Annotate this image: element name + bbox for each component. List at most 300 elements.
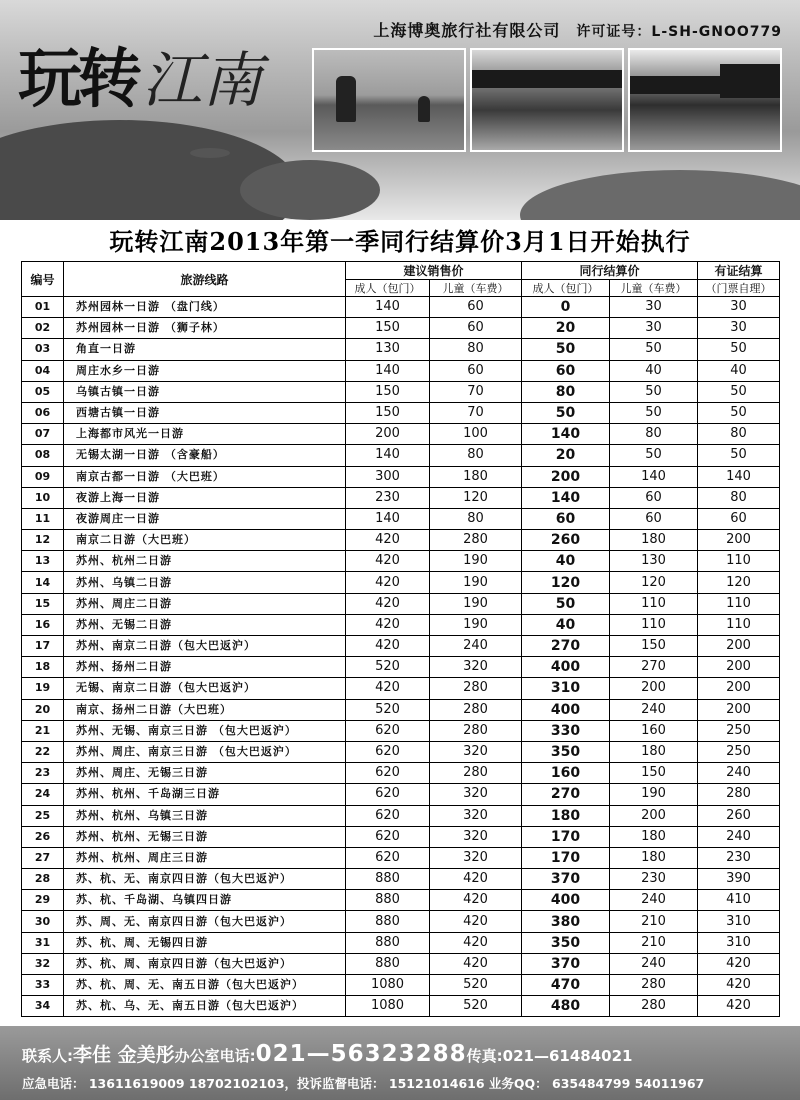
cell-cert: 110 [698,614,780,635]
cell-route: 苏、杭、周、无、南五日游（包大巴返沪） [64,975,346,996]
cell-agent-adult: 40 [522,614,610,635]
cell-cert: 30 [698,297,780,318]
cell-retail-adult: 880 [346,869,430,890]
roof-shape [720,64,780,98]
cell-retail-adult: 880 [346,911,430,932]
cell-agent-child: 50 [610,445,698,466]
cell-agent-child: 210 [610,911,698,932]
cell-cert: 30 [698,318,780,339]
table-row [22,996,780,1017]
office-label: 办公室电话: [174,1047,256,1065]
cell-retail-adult: 620 [346,720,430,741]
cell-agent-child: 240 [610,699,698,720]
table-row [22,720,780,741]
cell-retail-child: 80 [430,339,522,360]
cell-agent-child: 150 [610,763,698,784]
cell-agent-adult: 0 [522,297,610,318]
cell-retail-child: 190 [430,593,522,614]
cell-retail-child: 60 [430,318,522,339]
cell-retail-child: 420 [430,932,522,953]
cell-route: 苏州园林一日游 （狮子林） [64,318,346,339]
cell-retail-child: 520 [430,975,522,996]
cell-no: 12 [22,530,64,551]
cell-retail-child: 190 [430,614,522,635]
table-row [22,318,780,339]
cell-retail-adult: 620 [346,763,430,784]
header-agent: 同行结算价 [522,262,698,280]
cell-cert: 50 [698,445,780,466]
cell-route: 苏州、杭州、周庄三日游 [64,847,346,868]
cell-no: 15 [22,593,64,614]
stone-pagoda-shape [336,76,356,122]
table-row [22,339,780,360]
cell-agent-adult: 270 [522,636,610,657]
cell-cert: 420 [698,975,780,996]
company-name: 上海博奥旅行社有限公司 [373,21,561,40]
cell-no: 24 [22,784,64,805]
roof-shape [472,70,622,88]
cell-retail-adult: 150 [346,381,430,402]
cell-retail-adult: 620 [346,847,430,868]
header-route: 旅游线路 [64,262,346,297]
cell-no: 27 [22,847,64,868]
fax-number: 传真:021—61484021 [466,1047,633,1065]
cell-agent-adult: 330 [522,720,610,741]
table-row [22,657,780,678]
header-cert: 有证结算 [698,262,780,280]
cell-agent-child: 50 [610,402,698,423]
cell-agent-adult: 180 [522,805,610,826]
company-line [373,18,782,41]
cell-no: 30 [22,911,64,932]
cell-route: 苏、杭、周、南京四日游（包大巴返沪） [64,953,346,974]
cell-route: 苏、周、无、南京四日游（包大巴返沪） [64,911,346,932]
table-row [22,911,780,932]
cell-cert: 230 [698,847,780,868]
cell-agent-adult: 40 [522,551,610,572]
cell-retail-adult: 420 [346,530,430,551]
cell-no: 08 [22,445,64,466]
page-title: 玩转江南2013年第一季同行结算价3月1日开始执行 [109,227,691,256]
cell-route: 苏州园林一日游 （盘门线） [64,297,346,318]
cell-retail-child: 70 [430,381,522,402]
cell-agent-child: 180 [610,530,698,551]
cell-no: 28 [22,869,64,890]
cell-route: 苏、杭、周、无锡四日游 [64,932,346,953]
cell-agent-child: 280 [610,975,698,996]
table-row [22,847,780,868]
table-row [22,614,780,635]
cell-agent-adult: 140 [522,487,610,508]
cell-no: 33 [22,975,64,996]
table-row [22,530,780,551]
cell-agent-adult: 20 [522,445,610,466]
cell-retail-adult: 140 [346,508,430,529]
cell-agent-adult: 400 [522,890,610,911]
cell-route: 苏、杭、乌、无、南五日游（包大巴返沪） [64,996,346,1017]
cell-cert: 260 [698,805,780,826]
table-row [22,636,780,657]
cell-retail-child: 280 [430,763,522,784]
cell-route: 周庄水乡一日游 [64,360,346,381]
table-row [22,869,780,890]
contact-line [22,1040,632,1067]
cell-route: 上海都市风光一日游 [64,424,346,445]
cell-cert: 140 [698,466,780,487]
cell-retail-child: 60 [430,297,522,318]
cell-no: 14 [22,572,64,593]
cell-agent-child: 160 [610,720,698,741]
cell-retail-child: 240 [430,636,522,657]
photo-strip [312,48,782,152]
cell-agent-child: 210 [610,932,698,953]
table-row [22,402,780,423]
cell-agent-adult: 260 [522,530,610,551]
cell-agent-adult: 60 [522,360,610,381]
cell-retail-child: 280 [430,678,522,699]
cell-retail-child: 80 [430,508,522,529]
cell-no: 09 [22,466,64,487]
cell-cert: 390 [698,869,780,890]
cell-no: 10 [22,487,64,508]
cell-retail-child: 180 [430,466,522,487]
cell-agent-child: 280 [610,996,698,1017]
cell-no: 22 [22,741,64,762]
cell-retail-adult: 420 [346,636,430,657]
cell-retail-child: 420 [430,911,522,932]
cell-agent-child: 270 [610,657,698,678]
cell-retail-child: 190 [430,551,522,572]
cell-route: 无锡、南京二日游（包大巴返沪） [64,678,346,699]
logo-main-text: 玩转 [18,42,138,117]
cell-route: 苏州、南京二日游（包大巴返沪） [64,636,346,657]
cell-route: 苏州、无锡二日游 [64,614,346,635]
stone-pagoda-shape [418,96,430,122]
cell-agent-adult: 170 [522,847,610,868]
cell-no: 01 [22,297,64,318]
footer [0,1026,800,1100]
cell-retail-adult: 620 [346,741,430,762]
cell-cert: 250 [698,720,780,741]
cell-cert: 80 [698,424,780,445]
cell-agent-adult: 50 [522,593,610,614]
cell-cert: 240 [698,826,780,847]
cell-agent-child: 130 [610,551,698,572]
cell-agent-adult: 20 [522,318,610,339]
cell-agent-child: 110 [610,593,698,614]
header-agent-child: 儿童（车费） [610,280,698,297]
price-table-body [22,297,780,1017]
table-row [22,466,780,487]
cell-route: 苏州、无锡、南京三日游 （包大巴返沪） [64,720,346,741]
cell-route: 苏州、杭州、无锡三日游 [64,826,346,847]
cell-agent-child: 180 [610,741,698,762]
cell-agent-child: 180 [610,826,698,847]
cell-agent-adult: 60 [522,508,610,529]
header-agent-adult: 成人（包门） [522,280,610,297]
cell-retail-adult: 140 [346,445,430,466]
cell-agent-child: 200 [610,678,698,699]
cell-agent-child: 240 [610,953,698,974]
cell-retail-child: 320 [430,741,522,762]
cell-agent-child: 60 [610,508,698,529]
cell-no: 20 [22,699,64,720]
cell-retail-child: 320 [430,784,522,805]
cell-retail-adult: 880 [346,890,430,911]
cell-no: 05 [22,381,64,402]
cell-cert: 60 [698,508,780,529]
cell-agent-adult: 50 [522,339,610,360]
contact-names: 李佳 金美彤 [73,1044,175,1066]
cell-route: 苏州、杭州二日游 [64,551,346,572]
hill-shape [240,160,380,220]
office-phone: 021—56323288 [255,1041,467,1067]
table-row [22,487,780,508]
table-row [22,551,780,572]
cell-retail-adult: 620 [346,826,430,847]
cell-agent-child: 30 [610,318,698,339]
cell-cert: 50 [698,339,780,360]
cell-retail-adult: 130 [346,339,430,360]
table-row [22,297,780,318]
cell-route: 苏州、杭州、千岛湖三日游 [64,784,346,805]
cell-agent-child: 80 [610,424,698,445]
cell-no: 13 [22,551,64,572]
cell-retail-adult: 620 [346,805,430,826]
cell-route: 苏州、周庄、南京三日游 （包大巴返沪） [64,741,346,762]
cell-retail-adult: 520 [346,657,430,678]
lake-pagoda-photo [312,48,466,152]
cell-agent-adult: 80 [522,381,610,402]
cell-route: 乌镇古镇一日游 [64,381,346,402]
cell-retail-adult: 420 [346,593,430,614]
cell-route: 南京古都一日游 （大巴班） [64,466,346,487]
cell-retail-child: 70 [430,402,522,423]
table-row [22,741,780,762]
cell-cert: 310 [698,932,780,953]
cell-retail-child: 320 [430,805,522,826]
cell-retail-adult: 140 [346,297,430,318]
cell-cert: 40 [698,360,780,381]
cell-agent-child: 40 [610,360,698,381]
header-banner [0,0,800,220]
cell-cert: 250 [698,741,780,762]
cell-retail-child: 80 [430,445,522,466]
header-no: 编号 [22,262,64,297]
cell-retail-adult: 420 [346,614,430,635]
island-shape [190,148,230,158]
cell-retail-adult: 200 [346,424,430,445]
roof-shape [630,76,720,94]
cell-cert: 200 [698,530,780,551]
cell-cert: 200 [698,657,780,678]
cell-retail-adult: 880 [346,932,430,953]
cell-retail-adult: 620 [346,784,430,805]
cell-retail-adult: 880 [346,953,430,974]
table-row [22,890,780,911]
cell-no: 03 [22,339,64,360]
cell-no: 29 [22,890,64,911]
table-row [22,572,780,593]
header-retail-child: 儿童（车费） [430,280,522,297]
cell-cert: 50 [698,402,780,423]
cell-no: 21 [22,720,64,741]
cell-retail-child: 100 [430,424,522,445]
cell-retail-child: 280 [430,720,522,741]
cell-cert: 110 [698,551,780,572]
header-retail-adult: 成人（包门） [346,280,430,297]
cell-retail-adult: 300 [346,466,430,487]
cell-no: 11 [22,508,64,529]
cell-agent-adult: 350 [522,932,610,953]
cell-retail-adult: 520 [346,699,430,720]
cell-cert: 120 [698,572,780,593]
cell-agent-adult: 200 [522,466,610,487]
cell-agent-adult: 310 [522,678,610,699]
cell-retail-child: 280 [430,699,522,720]
logo [18,28,262,120]
cell-retail-adult: 140 [346,360,430,381]
cell-retail-adult: 1080 [346,975,430,996]
table-row [22,360,780,381]
cell-retail-adult: 420 [346,572,430,593]
cell-cert: 200 [698,678,780,699]
cell-no: 18 [22,657,64,678]
cell-retail-adult: 1080 [346,996,430,1017]
cell-agent-child: 110 [610,614,698,635]
cell-agent-adult: 480 [522,996,610,1017]
cell-retail-child: 420 [430,953,522,974]
hill-shape [520,170,800,220]
table-row [22,805,780,826]
cell-agent-child: 180 [610,847,698,868]
cell-route: 苏州、周庄二日游 [64,593,346,614]
emergency-line: 应急电话： 13611619009 18702102103，投诉监督电话： 15121014616 业务QQ： 635484799 54011967 [22,1076,705,1091]
cell-agent-child: 200 [610,805,698,826]
cell-cert: 80 [698,487,780,508]
table-row [22,699,780,720]
canal-town-photo [470,48,624,152]
table-row [22,975,780,996]
license-number: 许可证号：L-SH-GNOO779 [576,24,782,40]
cell-no: 26 [22,826,64,847]
water-village-photo [628,48,782,152]
cell-retail-child: 120 [430,487,522,508]
table-row [22,784,780,805]
table-row [22,763,780,784]
cell-cert: 110 [698,593,780,614]
cell-agent-child: 120 [610,572,698,593]
cell-agent-adult: 380 [522,911,610,932]
cell-agent-adult: 400 [522,657,610,678]
cell-route: 苏、杭、无、南京四日游（包大巴返沪） [64,869,346,890]
cell-no: 16 [22,614,64,635]
cell-retail-adult: 150 [346,318,430,339]
table-row [22,932,780,953]
cell-agent-adult: 370 [522,953,610,974]
table-row [22,593,780,614]
cell-retail-child: 520 [430,996,522,1017]
cell-retail-child: 320 [430,847,522,868]
cell-retail-child: 60 [430,360,522,381]
header-retail: 建议销售价 [346,262,522,280]
cell-agent-child: 230 [610,869,698,890]
cell-agent-adult: 400 [522,699,610,720]
cell-cert: 240 [698,763,780,784]
cell-agent-adult: 140 [522,424,610,445]
cell-route: 苏、杭、千岛湖、乌镇四日游 [64,890,346,911]
cell-agent-child: 140 [610,466,698,487]
cell-agent-adult: 50 [522,402,610,423]
cell-route: 南京、扬州二日游（大巴班） [64,699,346,720]
cell-agent-child: 50 [610,381,698,402]
cell-retail-child: 320 [430,826,522,847]
cell-no: 06 [22,402,64,423]
cell-agent-child: 60 [610,487,698,508]
cell-retail-child: 320 [430,657,522,678]
cell-retail-child: 190 [430,572,522,593]
cell-retail-adult: 420 [346,551,430,572]
cell-route: 苏州、乌镇二日游 [64,572,346,593]
cell-no: 04 [22,360,64,381]
cell-cert: 410 [698,890,780,911]
cell-route: 南京二日游（大巴班） [64,530,346,551]
table-row [22,508,780,529]
cell-route: 苏州、杭州、乌镇三日游 [64,805,346,826]
cell-cert: 200 [698,636,780,657]
cell-no: 19 [22,678,64,699]
table-row [22,678,780,699]
cell-cert: 50 [698,381,780,402]
cell-no: 17 [22,636,64,657]
cell-retail-adult: 150 [346,402,430,423]
cell-retail-child: 420 [430,869,522,890]
cell-retail-child: 420 [430,890,522,911]
table-row [22,424,780,445]
price-table [21,261,780,1017]
cell-agent-child: 30 [610,297,698,318]
cell-agent-adult: 350 [522,741,610,762]
cell-route: 角直一日游 [64,339,346,360]
cell-route: 苏州、扬州二日游 [64,657,346,678]
table-row [22,953,780,974]
cell-no: 25 [22,805,64,826]
cell-cert: 420 [698,996,780,1017]
cell-no: 23 [22,763,64,784]
cell-retail-adult: 420 [346,678,430,699]
contact-label: 联系人: [22,1047,73,1065]
cell-agent-adult: 160 [522,763,610,784]
cell-no: 34 [22,996,64,1017]
cell-no: 31 [22,932,64,953]
cell-route: 苏州、周庄、无锡三日游 [64,763,346,784]
cell-agent-adult: 270 [522,784,610,805]
cell-agent-child: 240 [610,890,698,911]
cell-retail-adult: 230 [346,487,430,508]
logo-cursive-text: 江南 [142,46,262,116]
cell-agent-adult: 470 [522,975,610,996]
table-row [22,381,780,402]
cell-agent-child: 190 [610,784,698,805]
cell-cert: 200 [698,699,780,720]
cell-cert: 280 [698,784,780,805]
header-cert-sub: （门票自理） [698,280,780,297]
cell-route: 夜游周庄一日游 [64,508,346,529]
cell-agent-adult: 170 [522,826,610,847]
cell-route: 夜游上海一日游 [64,487,346,508]
cell-cert: 420 [698,953,780,974]
table-row [22,826,780,847]
